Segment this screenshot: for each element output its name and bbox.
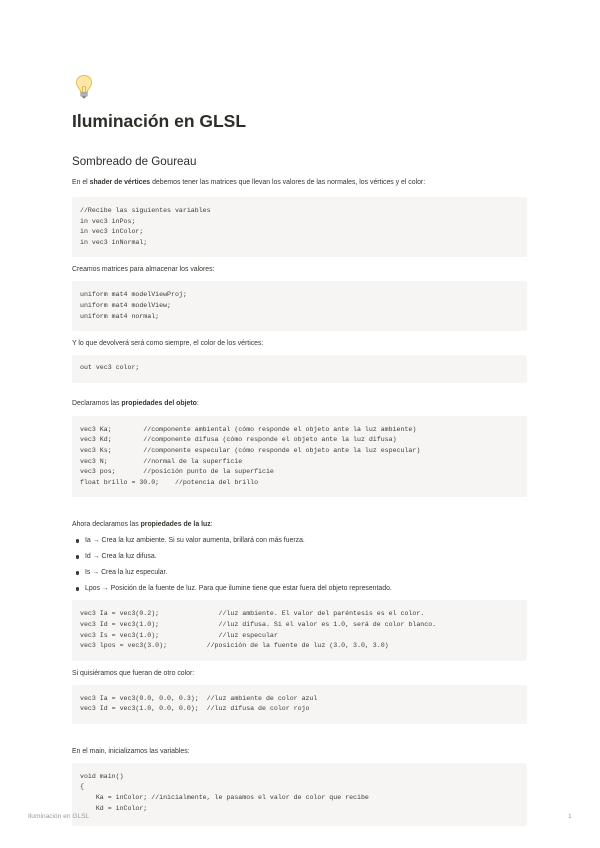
paragraph-object-properties: Declaramos las propiedades del objeto: [72,399,199,407]
code-block-uniforms: uniform mat4 modelViewProj; uniform mat4 modelView; uniform mat4 normal; [72,281,527,331]
code-block-output: out vec3 color; [72,355,527,383]
code-block-light-values: vec3 Ia = vec3(0.2); //luz ambiente. El valor del paréntesis es el color. vec3 Id = vec3(1.0); //luz difusa. Si el valor es 1.0, será de color blanco. vec3 Is = vec3(1.0); //luz especular vec3 lpos = vec3(3.0); //posición de la fuente de luz (3.0, 3.0, 3.0) [72,600,527,660]
paragraph-other-color: Si quisiéramos que fueran de otro color: [72,669,195,677]
page-content [72,74,527,826]
list-item: Ia → Crea la luz ambiente. Si su valor aumenta, brillará con más fuerza. [72,536,527,545]
paragraph-light-properties: Ahora declaramos las propiedades de la luz: [72,521,213,529]
paragraph-main: En el main, inicializamos las variables: [72,747,190,755]
code-block-main: void main() { Ka = inColor; //inicialmente, le pasamos el valor de color que recibe Kd = inColor; [72,763,527,826]
paragraph-shader-vertices: En el shader de vértices debemos tener las matrices que llevan los valores de las normales, los vértices y el color: [72,179,426,186]
footer-page-number: 1 [568,813,572,820]
code-block-light-colors: vec3 Ia = vec3(0.0, 0.0, 0.3); //luz ambiente de color azul vec3 Id = vec3(1.0, 0.0, 0.0); //luz difusa de color rojo [72,685,527,724]
code-block-object-properties: vec3 Ka; //componente ambiental (cómo responde el objeto ante la luz ambiente) vec3 Kd; //componente difusa (cómo responde el objeto ante la luz difusa) vec3 Ks; //componente especular (cómo responde el objeto ante la luz especular) vec3 N; //normal de la superficie vec3 pos; //posición punto de la superficie float brillo = 30.0; //potencia del brillo [72,416,527,498]
code-block-inputs: //Recibe las siguientes variables in vec3 inPos; in vec3 inColor; in vec3 inNormal; [72,197,527,257]
section-heading: Sombreado de Goureau [72,155,197,168]
paragraph-output: Y lo que devolverá será como siempre, el color de los vértices: [72,340,264,348]
paragraph-matrices: Creamos matrices para almacenar los valores: [72,266,215,274]
footer-title: Iluminación en GLSL [28,813,90,820]
list-item: Is → Crea la luz especular. [72,568,527,577]
light-properties-list [72,536,527,593]
light-bulb-icon [74,74,94,100]
page-title: Iluminación en GLSL [72,111,247,131]
list-item: Lpos → Posición de la fuente de luz. Para que ilumine tiene que estar fuera del objeto representado. [72,584,527,593]
list-item: Id → Crea la luz difusa. [72,552,527,561]
